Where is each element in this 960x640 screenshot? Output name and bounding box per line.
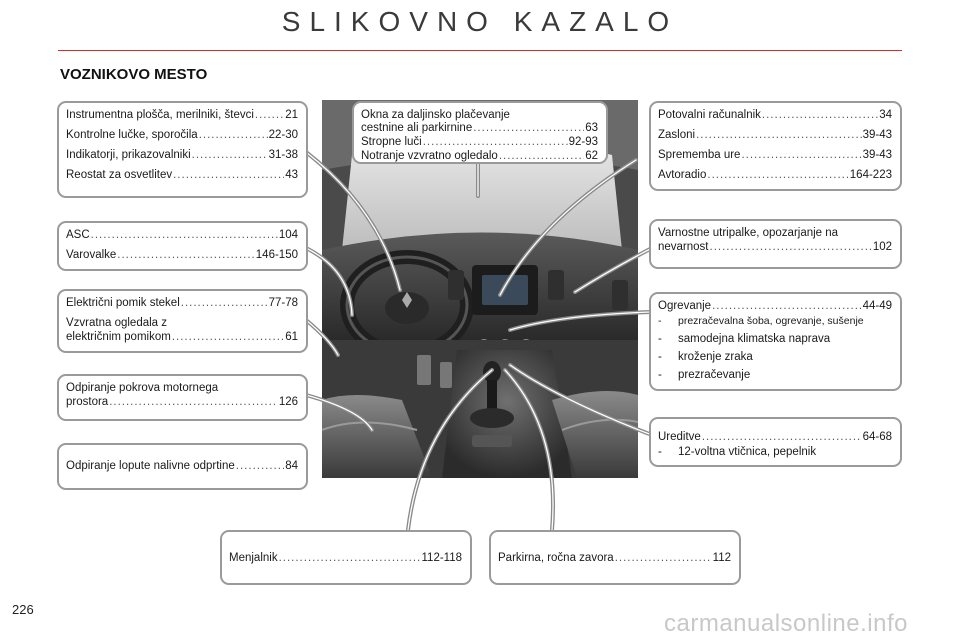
- entry-page: 146-150: [255, 249, 298, 261]
- entry-label: Instrumentna plošča, merilniki, števci: [66, 109, 254, 121]
- entry-label: Reostat za osvetlitev: [66, 169, 173, 181]
- bonnet-box: [57, 374, 308, 421]
- index-entry[interactable]: [66, 129, 298, 142]
- entry-label: Indikatorji, prikazovalniki: [66, 149, 191, 161]
- entry-label: Zasloni: [658, 129, 696, 141]
- parking-brake-box: [489, 530, 741, 585]
- sub-entry: - 12-voltna vtičnica, pepelnik: [658, 446, 817, 458]
- index-entry[interactable]: [229, 552, 462, 565]
- entry-label: nevarnost: [658, 241, 709, 253]
- entry-label: prostora: [66, 396, 109, 408]
- entry-label: Varovalke: [66, 249, 117, 261]
- entry-label: Odpiranje lopute nalivne odprtine: [66, 460, 235, 472]
- index-entry[interactable]: [66, 149, 298, 162]
- entry-page: 22-30: [268, 129, 298, 141]
- index-entry[interactable]: [66, 460, 298, 473]
- entry-page: 44-49: [862, 300, 892, 312]
- entry-label-line: Okna za daljinsko plačevanje: [361, 109, 510, 121]
- index-entry[interactable]: [658, 149, 892, 162]
- entry-page: 63: [585, 122, 598, 134]
- index-entry[interactable]: [658, 241, 892, 254]
- index-entry[interactable]: [66, 229, 298, 242]
- index-entry[interactable]: [66, 249, 298, 262]
- index-entry[interactable]: [658, 300, 892, 313]
- entry-label: ASC: [66, 229, 90, 241]
- entry-page: 112: [712, 552, 731, 564]
- index-entry[interactable]: [66, 297, 298, 310]
- entry-page: 92-93: [568, 136, 598, 148]
- entry-label: Menjalnik: [229, 552, 278, 564]
- fuel-flap-box: [57, 443, 308, 490]
- entry-label-line: Odpiranje pokrova motornega: [66, 382, 219, 394]
- entry-label: Električni pomik stekel: [66, 297, 180, 309]
- instrument-panel-box: [57, 101, 308, 198]
- asc-fuses-box: [57, 221, 308, 271]
- index-entry[interactable]: [498, 552, 731, 565]
- sub-entry: - prezračevalna šoba, ogrevanje, sušenje: [658, 315, 864, 327]
- index-entry[interactable]: [658, 431, 892, 444]
- entry-page: 34: [879, 109, 892, 121]
- heating-box: [649, 292, 902, 391]
- entry-label-line: Varnostne utripalke, opozarjanje na: [658, 227, 839, 239]
- index-entry[interactable]: [361, 150, 598, 162]
- index-entry[interactable]: [658, 129, 892, 142]
- entry-label: Kontrolne lučke, sporočila: [66, 129, 198, 141]
- sub-entry: - samodejna klimatska naprava: [658, 333, 831, 345]
- fittings-box: [649, 417, 902, 467]
- entry-label: Avtoradio: [658, 169, 707, 181]
- entry-page: 43: [285, 169, 298, 181]
- index-entry[interactable]: [66, 331, 298, 344]
- trip-computer-box: [649, 101, 902, 191]
- index-entry[interactable]: [361, 136, 598, 148]
- entry-page: 31-38: [268, 149, 298, 161]
- entry-page: 84: [285, 460, 298, 472]
- entry-page: 77-78: [268, 297, 298, 309]
- entry-label: cestnine ali parkirnine: [361, 122, 473, 134]
- sub-entry: - prezračevanje: [658, 369, 751, 381]
- entry-page: 126: [278, 396, 298, 408]
- page-number: 226: [12, 602, 34, 617]
- windows-mirrors-box: [57, 289, 308, 353]
- entry-label: Ureditve: [658, 431, 701, 443]
- hazard-lights-box: [649, 219, 902, 269]
- index-entry[interactable]: [66, 169, 298, 182]
- entry-label: Notranje vzvratno ogledalo: [361, 150, 498, 162]
- entry-page: 21: [285, 109, 298, 121]
- entry-page: 104: [278, 229, 298, 241]
- sub-entry: - kroženje zraka: [658, 351, 753, 363]
- entry-label: Potovalni računalnik: [658, 109, 761, 121]
- entry-page: 102: [872, 241, 892, 253]
- index-entry[interactable]: [66, 396, 298, 409]
- page-title: SLIKOVNO KAZALO: [281, 6, 679, 37]
- gearbox-box: [220, 530, 472, 585]
- index-entry[interactable]: [361, 122, 598, 134]
- entry-page: 39-43: [862, 149, 892, 161]
- entry-label: Stropne luči: [361, 136, 422, 148]
- entry-label: Sprememba ure: [658, 149, 741, 161]
- watermark: carmanualsonline.info: [664, 610, 908, 637]
- index-entry[interactable]: [658, 169, 892, 182]
- entry-page: 39-43: [862, 129, 892, 141]
- entry-page: 61: [285, 331, 298, 343]
- entry-page: 112-118: [421, 552, 462, 564]
- entry-label: Parkirna, ročna zavora: [498, 552, 614, 564]
- entry-page: 164-223: [849, 169, 892, 181]
- entry-page: 64-68: [862, 431, 892, 443]
- roof-features-box: [352, 101, 608, 164]
- index-entry[interactable]: [658, 109, 892, 122]
- section-heading: VOZNIKOVO MESTO: [60, 66, 208, 83]
- entry-label: Ogrevanje: [658, 300, 712, 312]
- index-entry[interactable]: [66, 109, 298, 122]
- entry-label: električnim pomikom: [66, 331, 171, 343]
- entry-page: 62: [585, 150, 598, 162]
- entry-label-line: Vzvratna ogledala z: [66, 317, 168, 329]
